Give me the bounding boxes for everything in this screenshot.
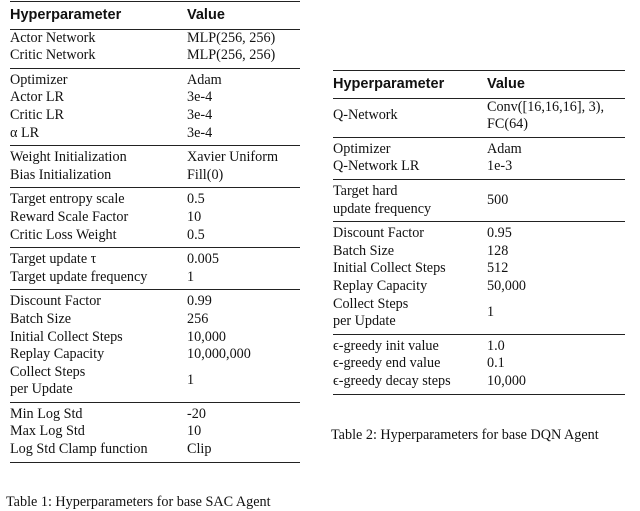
hyperparameter-name: ϵ-greedy end value <box>333 355 441 372</box>
table-row <box>10 188 300 209</box>
table-row <box>10 47 300 68</box>
table-row <box>333 222 625 243</box>
hyperparameter-value: 10,000,000 <box>187 346 251 363</box>
hyperparameter-name: Max Log Std <box>10 423 85 440</box>
hyperparameter-name: Q-Network <box>333 107 398 124</box>
hyperparameter-value: 512 <box>487 260 509 277</box>
table-row <box>10 29 300 47</box>
table-row <box>10 248 300 269</box>
hyperparameter-value: 3e-4 <box>187 106 213 123</box>
hyperparameter-name: α LR <box>10 124 40 141</box>
hyperparameter-value: 0.5 <box>187 188 300 209</box>
table-row <box>10 329 300 347</box>
hyperparameter-value: Adam <box>187 68 300 89</box>
row-group <box>333 179 625 221</box>
table-row <box>10 227 300 248</box>
table-row <box>333 373 625 394</box>
hyperparameter-name: Q-Network LR <box>333 158 420 175</box>
hyperparameter-name: Bias Initialization <box>10 166 112 183</box>
table-caption: Table 1: Hyperparameters for base SAC Agent <box>6 494 271 510</box>
hyperparameter-value: 1e-3 <box>487 158 513 175</box>
hyperparameter-name: Batch Size <box>333 242 395 259</box>
column-header-hyperparameter: Hyperparameter <box>333 71 487 99</box>
hyperparameter-value: 1 <box>187 268 195 285</box>
hyperparameter-name: Weight Initialization <box>10 146 187 167</box>
row-group <box>10 188 300 248</box>
table-row <box>10 364 300 403</box>
table-row <box>10 269 300 290</box>
table-row <box>10 167 300 188</box>
table-row <box>333 137 625 158</box>
row-group <box>10 248 300 290</box>
table-row <box>333 158 625 179</box>
hyperparameter-name: Discount Factor <box>10 290 187 311</box>
hyperparameter-value: MLP(256, 256) <box>187 47 276 64</box>
table-row <box>333 334 625 355</box>
hyperparameter-name: Critic Loss Weight <box>10 226 117 243</box>
table-row <box>10 441 300 462</box>
table-row <box>10 146 300 167</box>
hyperparameter-name: Reward Scale Factor <box>10 208 129 225</box>
hyperparameter-name: Actor LR <box>10 89 64 106</box>
hyperparameter-name: Min Log Std <box>10 402 187 423</box>
table-row <box>333 243 625 261</box>
hyperparameter-value: -20 <box>187 402 300 423</box>
row-group <box>10 68 300 145</box>
table-row <box>10 107 300 125</box>
row-group <box>10 402 300 462</box>
sac-hyperparameter-table <box>10 1 300 463</box>
hyperparameter-name: Replay Capacity <box>10 346 105 363</box>
table-row <box>10 402 300 423</box>
hyperparameter-value: Xavier Uniform <box>187 146 300 167</box>
column-header-hyperparameter: Hyperparameter <box>10 2 187 30</box>
hyperparameter-name: Replay Capacity <box>333 277 428 294</box>
table-caption: Table 2: Hyperparameters for base DQN Agent <box>331 427 599 443</box>
hyperparameter-value: 500 <box>487 179 625 221</box>
table-row <box>333 355 625 373</box>
table-row <box>10 68 300 89</box>
table-row <box>10 311 300 329</box>
column-header-value: Value <box>187 2 300 30</box>
table-row <box>333 278 625 296</box>
table-row <box>333 296 625 335</box>
hyperparameter-value: 10,000 <box>487 373 625 394</box>
hyperparameter-value: Fill(0) <box>187 166 224 183</box>
hyperparameter-value: 0.005 <box>187 248 300 269</box>
table-row <box>10 209 300 227</box>
hyperparameter-name: Optimizer <box>333 137 487 158</box>
table-row <box>10 346 300 364</box>
hyperparameter-value: 50,000 <box>487 277 527 294</box>
hyperparameter-name: Critic LR <box>10 106 64 123</box>
table-row <box>10 89 300 107</box>
hyperparameter-name: Actor Network <box>10 29 96 46</box>
hyperparameter-value: 1.0 <box>487 334 625 355</box>
hyperparameter-value: MLP(256, 256) <box>187 29 276 46</box>
hyperparameter-value: 10 <box>187 208 202 225</box>
table-row <box>10 423 300 441</box>
table-row <box>10 290 300 311</box>
hyperparameter-name: Target update frequency <box>10 268 148 285</box>
hyperparameter-value: Adam <box>487 137 625 158</box>
column-header-value: Value <box>487 71 625 99</box>
hyperparameter-name: Log Std Clamp function <box>10 441 187 462</box>
hyperparameter-name: Batch Size <box>10 310 72 327</box>
row-group <box>10 29 300 68</box>
hyperparameter-name: Collect Steps per Update <box>333 295 409 330</box>
hyperparameter-name: Collect Steps per Update <box>10 363 86 398</box>
row-group <box>333 98 625 137</box>
dqn-hyperparameter-table <box>333 70 625 395</box>
row-group <box>333 334 625 394</box>
hyperparameter-name: Discount Factor <box>333 222 487 243</box>
hyperparameter-value: 0.5 <box>187 226 205 243</box>
hyperparameter-value: 128 <box>487 242 509 259</box>
row-group <box>10 290 300 403</box>
hyperparameter-value: Conv([16,16,16], 3), FC(64) <box>487 98 605 133</box>
hyperparameter-name: Optimizer <box>10 68 187 89</box>
table-row <box>333 98 625 137</box>
hyperparameter-value: 256 <box>187 310 209 327</box>
row-group <box>333 137 625 179</box>
hyperparameter-value: 3e-4 <box>187 89 213 106</box>
hyperparameter-name: ϵ-greedy init value <box>333 334 487 355</box>
hyperparameter-name: Target hard update frequency <box>333 179 487 221</box>
row-group <box>333 222 625 335</box>
table-row <box>333 179 625 221</box>
hyperparameter-value: 0.1 <box>487 355 505 372</box>
hyperparameter-value: 3e-4 <box>187 124 213 141</box>
hyperparameter-name: Target entropy scale <box>10 188 187 209</box>
table-row <box>333 260 625 278</box>
hyperparameter-name: Target update τ <box>10 248 187 269</box>
hyperparameter-value: 0.99 <box>187 290 300 311</box>
table-row <box>10 125 300 146</box>
hyperparameter-value: 0.95 <box>487 222 625 243</box>
row-group <box>10 146 300 188</box>
hyperparameter-value: 1 <box>187 372 195 389</box>
hyperparameter-name: Initial Collect Steps <box>333 260 446 277</box>
hyperparameter-value: 10 <box>187 423 202 440</box>
hyperparameter-name: Initial Collect Steps <box>10 328 123 345</box>
hyperparameter-name: Critic Network <box>10 47 96 64</box>
hyperparameter-value: 1 <box>487 304 495 321</box>
hyperparameter-value: 10,000 <box>187 328 227 345</box>
hyperparameter-name: ϵ-greedy decay steps <box>333 373 487 394</box>
hyperparameter-value: Clip <box>187 441 300 462</box>
